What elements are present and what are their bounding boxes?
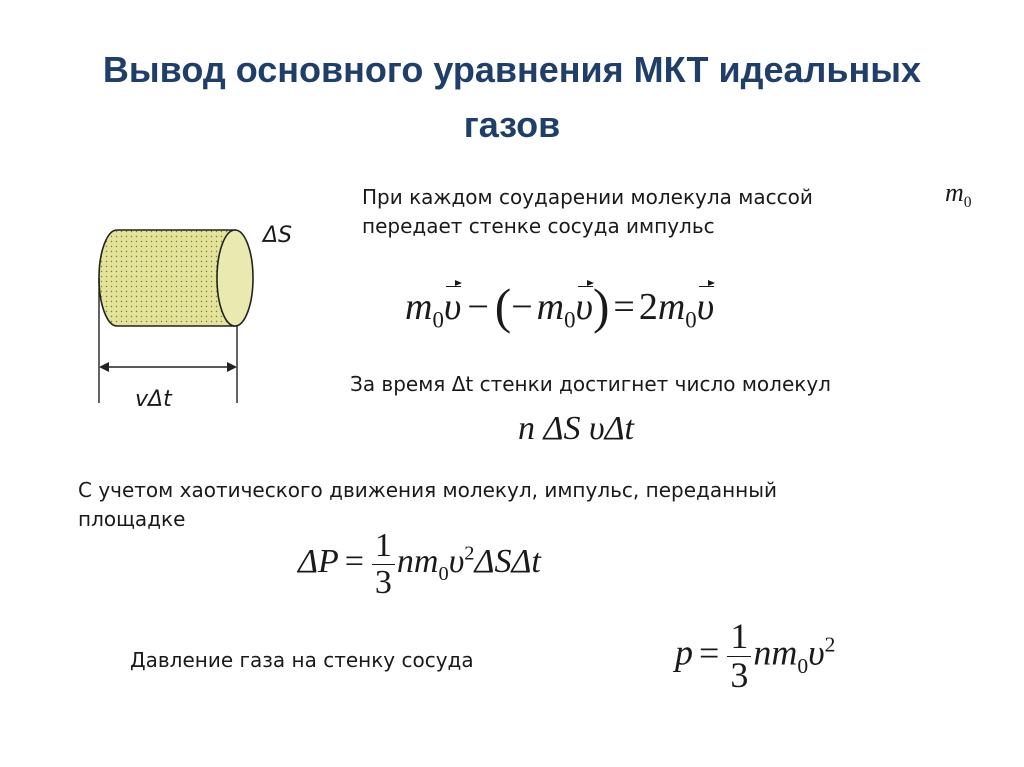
formula-pressure: p = $\frac{1}{3}$ $nm_0\upsilon^2$ <box>675 616 836 695</box>
text-pressure: Давление газа на стенку сосуда <box>130 648 474 672</box>
cylinder-end-face <box>217 230 253 326</box>
text-chaotic-line-2: площадке <box>78 507 186 531</box>
formula-impulse: $m_0\upsilon$ − (− $m_0\upsilon) = 2m_0\upsilon$ <box>405 279 715 334</box>
cylinder-body <box>99 230 235 326</box>
formula-count: n ΔS υΔt <box>518 410 634 447</box>
text-collision-line-1: При каждом соударении молекула массой <box>362 185 813 209</box>
text-collision-line-2: передает стенке сосуда импульс <box>362 214 715 238</box>
slide-title-line-1: Вывод основного уравнения МКТ идеальных <box>102 49 922 90</box>
formula-mass: $m_0$ <box>945 178 972 212</box>
text-chaotic-line-1: С учетом хаотического движения молекул, импульс, переданный <box>78 478 778 502</box>
slide-title-line-2: газов <box>463 104 561 145</box>
length-label: vΔt <box>135 387 172 412</box>
area-label: ΔS <box>263 223 293 248</box>
text-time-count: За время Δt стенки достигнет число молекул <box>350 372 831 396</box>
formula-delta-p: ΔP = $\frac{1}{3}$ $nm_0\upsilon^2\Delta S\Delta t$ <box>298 527 541 601</box>
